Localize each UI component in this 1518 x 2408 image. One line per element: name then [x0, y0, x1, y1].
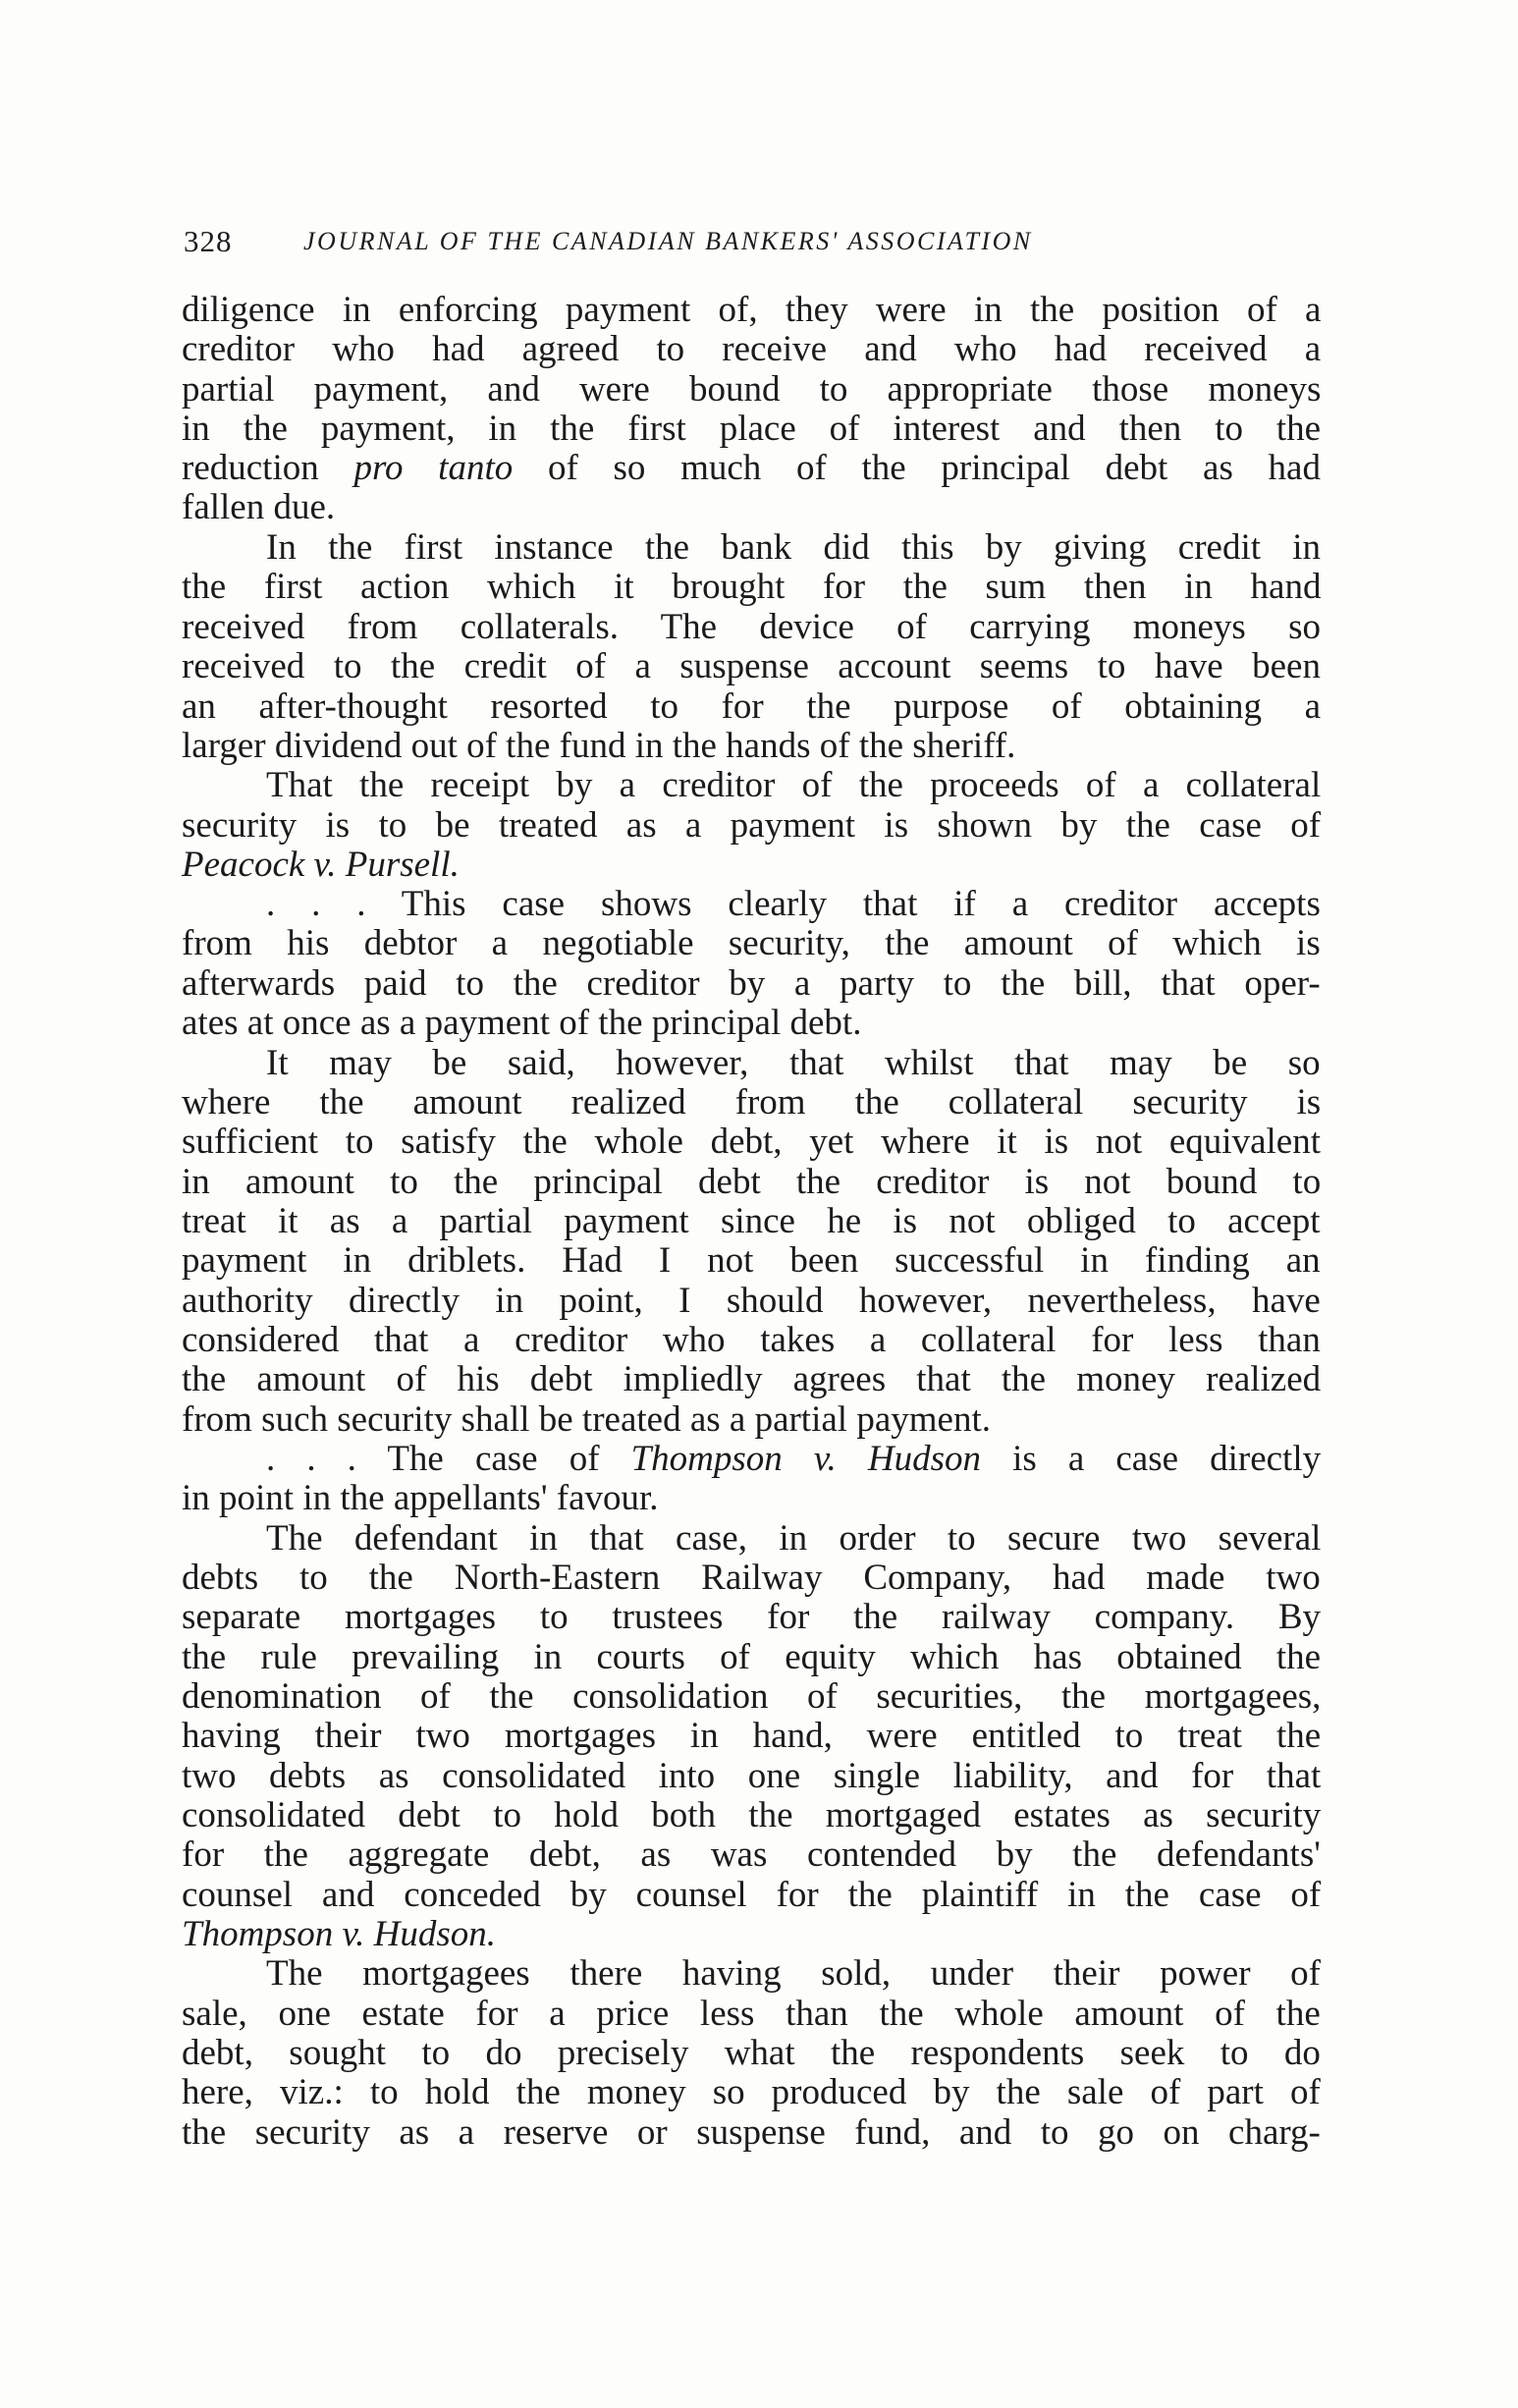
text-line — [182, 1796, 1321, 1835]
text-run: for the aggregate debt, as was contended by the defendants' — [182, 1834, 1321, 1875]
text-run: in the payment, in the first place of interest and then to the — [182, 409, 1322, 449]
text-line — [182, 1360, 1321, 1399]
text-line — [182, 1083, 1321, 1122]
text-line — [182, 1004, 861, 1043]
text-run: larger dividend out of the fund in the hands of the sheriff. — [182, 726, 1016, 766]
text-line — [182, 1479, 659, 1518]
text-run: having their two mortgages in hand, were entitled to treat the — [182, 1716, 1322, 1756]
text-run: treat it as a partial payment since he is not obliged to accept — [182, 1201, 1321, 1241]
text-run: two debts as consolidated into one single liability, and for that — [182, 1756, 1322, 1796]
text-run: afterwards paid to the creditor by a party to the bill, that oper- — [182, 963, 1321, 1004]
text-line — [182, 330, 1321, 369]
text-run: That the receipt by a creditor of the proceeds of a collateral — [266, 765, 1322, 805]
text-line — [182, 1122, 1321, 1162]
text-line — [266, 885, 1321, 924]
text-line — [182, 2034, 1321, 2073]
case-name-italic: Thompson v. Hudson — [630, 1439, 982, 1479]
text-line — [182, 1598, 1321, 1637]
text-run: diligence in enforcing payment of, they were in the position of a — [182, 290, 1322, 330]
text-line — [182, 1717, 1321, 1756]
text-run: authority directly in point, I should however, nevertheless, have — [182, 1281, 1321, 1321]
text-line — [182, 291, 1321, 330]
text-run: the rule prevailing in courts of equity which has obtained the — [182, 1637, 1322, 1677]
text-line — [182, 727, 1015, 766]
text-run: . . . This case shows clearly that if a creditor accepts — [266, 884, 1321, 924]
text-line — [182, 1876, 1321, 1915]
text-run: debt, sought to do precisely what the respondents seek to do — [182, 2033, 1321, 2073]
text-line — [182, 1995, 1321, 2034]
text-line — [182, 1400, 991, 1440]
text-line — [182, 1638, 1321, 1677]
case-name-italic: pro tanto — [353, 448, 514, 488]
text-line — [266, 1440, 1321, 1479]
text-run: payment in driblets. Had I not been successful in finding an — [182, 1240, 1321, 1281]
text-line — [182, 410, 1321, 449]
text-line — [182, 1915, 496, 1954]
text-line — [182, 1241, 1321, 1281]
text-line — [182, 449, 1321, 488]
text-line — [182, 608, 1321, 647]
text-run: from his debtor a negotiable security, the amount of which is — [182, 923, 1321, 963]
text-line — [266, 766, 1321, 805]
text-run: received to the credit of a suspense account seems to have been — [182, 646, 1321, 686]
text-run: the security as a reserve or suspense fund, and to go on charg- — [182, 2112, 1321, 2153]
text-run: debts to the North-Eastern Railway Company, had made two — [182, 1558, 1321, 1598]
text-run: is a case directly — [981, 1439, 1322, 1479]
text-run: the first action which it brought for the sum then in hand — [182, 567, 1322, 607]
text-run: reduction — [182, 448, 354, 488]
text-run: of so much of the principal debt as had — [513, 448, 1321, 488]
text-line — [266, 1519, 1321, 1559]
text-run: the amount of his debt impliedly agrees that the money realized — [182, 1359, 1322, 1399]
page-number: 328 — [184, 224, 233, 258]
text-line — [182, 1202, 1321, 1241]
text-line — [182, 1757, 1321, 1796]
text-run: an after-thought resorted to for the purpose of obtaining a — [182, 686, 1322, 727]
text-line — [182, 846, 460, 885]
text-run: The mortgagees there having sold, under their power of — [266, 1953, 1321, 1994]
text-run: sale, one estate for a price less than the whole amount of the — [182, 1994, 1321, 2034]
text-run: fallen due. — [182, 487, 336, 527]
text-line — [266, 1044, 1321, 1083]
text-line — [182, 1559, 1321, 1598]
text-run: security is to be treated as a payment is shown by the case of — [182, 805, 1322, 846]
text-run: . . . The case of — [266, 1439, 631, 1479]
text-line — [182, 687, 1321, 727]
page-header — [184, 222, 1224, 261]
case-name-italic: Thompson v. Hudson. — [182, 1914, 496, 1954]
text-run: considered that a creditor who takes a collateral for less than — [182, 1320, 1321, 1360]
text-line — [182, 568, 1321, 607]
text-run: from such security shall be treated as a partial payment. — [182, 1399, 991, 1440]
text-line — [266, 528, 1321, 568]
text-run: counsel and conceded by counsel for the plaintiff in the case of — [182, 1875, 1322, 1915]
text-line — [182, 647, 1321, 686]
text-line — [182, 1163, 1321, 1202]
text-run: In the first instance the bank did this by giving credit in — [266, 527, 1322, 568]
text-line — [182, 2113, 1321, 2153]
text-line — [182, 964, 1321, 1004]
text-run: ates at once as a payment of the principal debt. — [182, 1003, 862, 1043]
text-line — [182, 1282, 1321, 1321]
text-line — [182, 488, 335, 527]
text-run: in point in the appellants' favour. — [182, 1478, 659, 1518]
text-line — [182, 2073, 1321, 2112]
text-line — [182, 1677, 1321, 1717]
text-run: partial payment, and were bound to appropriate those moneys — [182, 369, 1322, 410]
text-run: consolidated debt to hold both the mortgaged estates as security — [182, 1795, 1322, 1835]
text-line — [182, 1835, 1321, 1875]
text-run: It may be said, however, that whilst that may be so — [266, 1043, 1321, 1083]
text-run: The defendant in that case, in order to secure two several — [266, 1518, 1322, 1559]
text-run: creditor who had agreed to receive and who had received a — [182, 329, 1322, 369]
text-line — [182, 1321, 1321, 1360]
text-run: received from collaterals. The device of carrying moneys so — [182, 607, 1321, 647]
text-run: where the amount realized from the collateral security is — [182, 1082, 1322, 1122]
text-line — [182, 370, 1321, 410]
running-title: JOURNAL OF THE CANADIAN BANKERS' ASSOCIATION — [303, 227, 1033, 255]
text-line — [182, 806, 1321, 846]
text-line — [182, 924, 1321, 963]
text-run: sufficient to satisfy the whole debt, yet where it is not equivalent — [182, 1122, 1321, 1162]
text-run: in amount to the principal debt the creditor is not bound to — [182, 1162, 1322, 1202]
text-run: here, viz.: to hold the money so produced by the sale of part of — [182, 2072, 1321, 2112]
text-line — [266, 1954, 1321, 1994]
text-run: denomination of the consolidation of securities, the mortgagees, — [182, 1676, 1322, 1717]
text-run: separate mortgages to trustees for the railway company. By — [182, 1597, 1322, 1637]
case-name-italic: Peacock v. Pursell. — [182, 845, 460, 885]
